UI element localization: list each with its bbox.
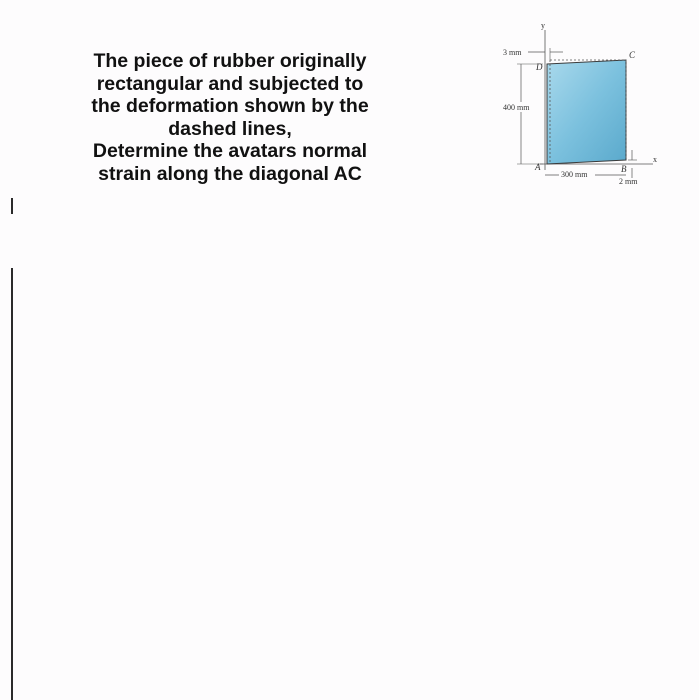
- left-edge-mark-top: [11, 198, 13, 214]
- rubber-block: [547, 60, 626, 164]
- dim-height-label: 400 mm: [503, 103, 530, 112]
- problem-line-4: dashed lines,: [168, 117, 292, 140]
- point-b-label: B: [621, 164, 627, 174]
- point-c-label: C: [629, 50, 636, 60]
- point-d-label: D: [536, 62, 543, 72]
- point-a-label: A: [535, 162, 541, 172]
- problem-line-3: the deformation shown by the: [91, 95, 369, 117]
- dim-width-label: 300 mm: [561, 170, 588, 179]
- dim-bottom-label: 2 mm: [619, 177, 638, 186]
- deformation-diagram: [495, 18, 675, 193]
- deformation-figure: [495, 18, 675, 193]
- problem-line-1: The piece of rubber originally: [93, 50, 367, 72]
- problem-line-5: Determine the avatars normal: [92, 140, 368, 162]
- left-edge-mark-bottom: [11, 268, 13, 700]
- problem-line-6: strain along the diagonal AC: [98, 162, 362, 185]
- problem-statement: [40, 50, 420, 185]
- dim-top-label: 3 mm: [503, 48, 522, 57]
- y-axis-label: y: [541, 21, 545, 30]
- problem-line-2: rectangular and subjected to: [96, 72, 364, 95]
- x-axis-label: x: [653, 155, 657, 164]
